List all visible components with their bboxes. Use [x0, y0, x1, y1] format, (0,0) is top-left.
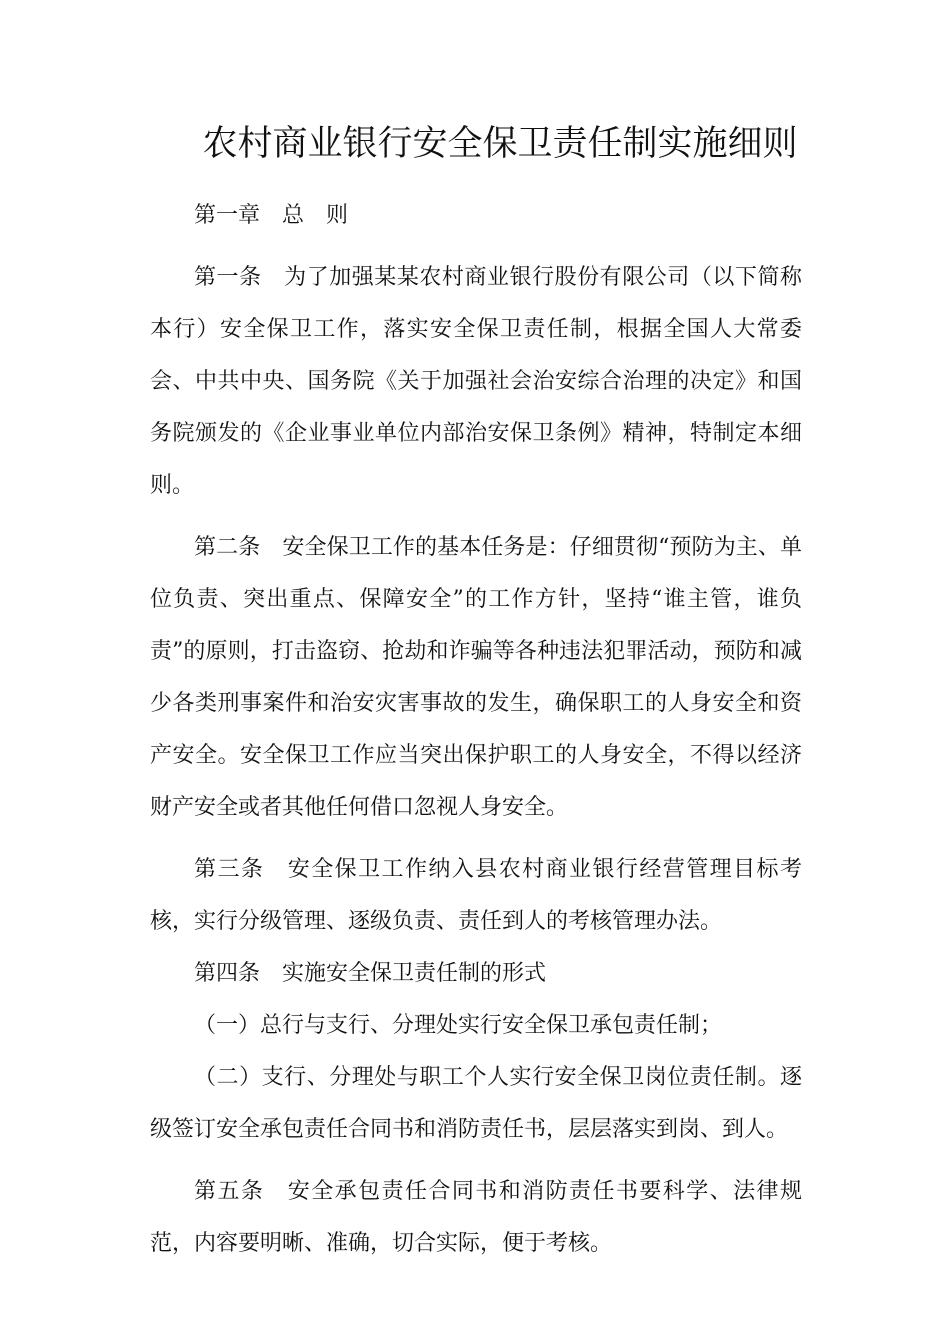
article-5: 第五条 安全承包责任合同书和消防责任书要科学、法律规范，内容要明晰、准确，切合实际，便于考核。	[150, 1179, 802, 1256]
chapter-heading: 第一章 总 则	[194, 203, 349, 228]
article-4-item-1: （一）总行与支行、分理处实行安全保卫承包责任制；	[194, 1013, 723, 1038]
document-title: 农村商业银行安全保卫责任制实施细则	[202, 124, 798, 164]
document-body	[150, 190, 802, 1270]
article-4-item-2: （二）支行、分理处与职工个人实行安全保卫岗位责任制。逐级签订安全承包责任合同书和消防责任书，层层落实到岗、到人。	[150, 1065, 802, 1142]
article-3: 第三条 安全保卫工作纳入县农村商业银行经营管理目标考核，实行分级管理、逐级负责、责任到人的考核管理办法。	[150, 857, 802, 934]
article-2: 第二条 安全保卫工作的基本任务是：仔细贯彻“预防为主、单位负责、突出重点、保障安全”的工作方针，坚持“谁主管，谁负责”的原则，打击盗窃、抢劫和诈骗等各种违法犯罪活动，预防和减少各类刑事案件和治安灾害事故的发生，确保职工的人身安全和资产安全。安全保卫工作应当突出保护职工的人身安全，不得以经济财产安全或者其他任何借口忽视人身安全。	[150, 535, 802, 820]
article-1: 第一条 为了加强某某农村商业银行股份有限公司（以下简称本行）安全保卫工作，落实安全保卫责任制，根据全国人大常委会、中共中央、国务院《关于加强社会治安综合治理的决定》和国务院颁发的《企业事业单位内部治安保卫条例》精神，特制定本细则。	[150, 265, 802, 498]
article-4: 第四条 实施安全保卫责任制的形式	[194, 961, 547, 986]
